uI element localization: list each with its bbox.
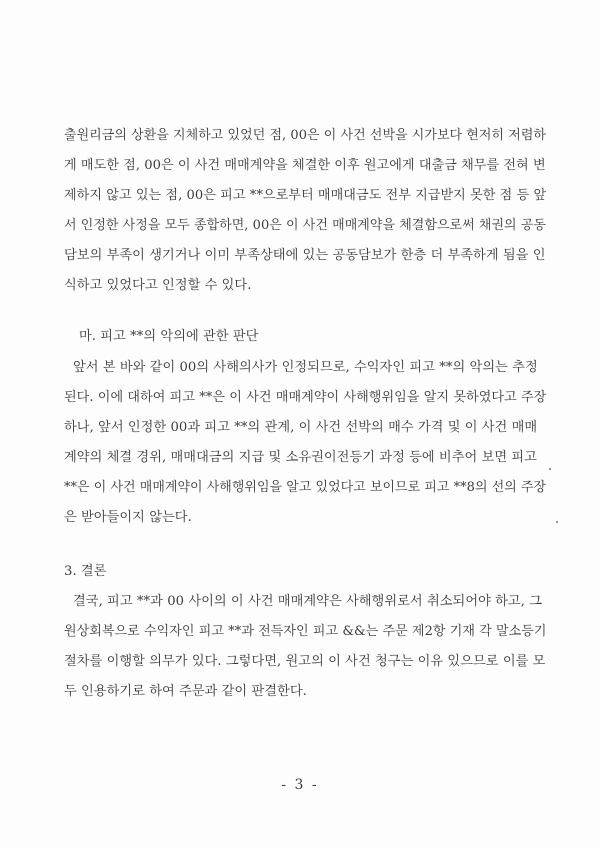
paragraph-2-line-4: 계약의 체결 경위, 매매대금의 지급 및 소유권이전등기 과정 등에 비추어 보면 피고 [64,450,537,465]
paragraph-2-line-3: 하나, 앞서 인정한 00과 피고 **의 관계, 이 사건 선박의 매수 가격 및 이 사건 매매 [64,420,538,435]
paragraph-1-line-3: 제하지 않고 있는 점, 00은 피고 **으로부터 매매대금도 전부 지급받지 못한 점 등 앞 [64,188,547,203]
paragraph-3-line-1: 결국, 피고 **과 00 사이의 이 사건 매매계약은 사해행위로서 취소되어야 하고, 그 [73,594,542,609]
paragraph-3-line-2: 원상회복으로 수익자인 피고 **과 전득자인 피고 &&는 주문 제2항 기재 각 말소등기 [64,624,547,639]
paragraph-2-line-1: 앞서 본 바와 같이 00의 사해의사가 인정되므로, 수익자인 피고 **의 악의는 추정 [73,360,538,375]
section-3-heading: 3. 결론 [64,564,107,579]
paragraph-2-line-2: 된다. 이에 대하여 피고 **은 이 사건 매매계약이 사해행위임을 알지 못하였다고 주장 [64,390,547,405]
paragraph-3-line-3: 절차를 이행할 의무가 있다. 그렇다면, 원고의 이 사건 청구는 이유 있으므로 이를 모 [64,654,546,669]
scan-speck [549,468,551,470]
scan-speck [556,521,558,523]
paragraph-2-line-5: **은 이 사건 매매계약이 사해행위임을 알고 있었다고 보이므로 피고 **8의 선의 주장 [64,480,547,495]
paragraph-1-line-2: 게 매도한 점, 00은 이 사건 매매계약을 체결한 이후 원고에게 대출금 채무를 전혀 변 [64,158,546,173]
section-ma-heading: 마. 피고 **의 악의에 관한 판단 [79,329,259,344]
paragraph-3-line-4: 두 인용하기로 하여 주문과 같이 판결한다. [64,684,307,699]
paragraph-1-line-6: 식하고 있었다고 인정할 수 있다. [64,278,252,293]
paragraph-1-line-1: 출원리금의 상환을 지체하고 있었던 점, 00은 이 사건 선박을 시가보다 현저히 저렴하 [64,128,546,143]
paragraph-2-line-6: 은 받아들이지 않는다. [64,510,192,525]
page-number: - 3 - [281,777,319,793]
paragraph-1-line-5: 담보의 부족이 생기거나 이미 부족상태에 있는 공동담보가 한층 더 부족하게 됨을 인 [64,248,546,263]
paragraph-1-line-4: 서 인정한 사정을 모두 종합하면, 00은 이 사건 매매계약을 체결함으로써 채권의 공동 [64,218,546,233]
